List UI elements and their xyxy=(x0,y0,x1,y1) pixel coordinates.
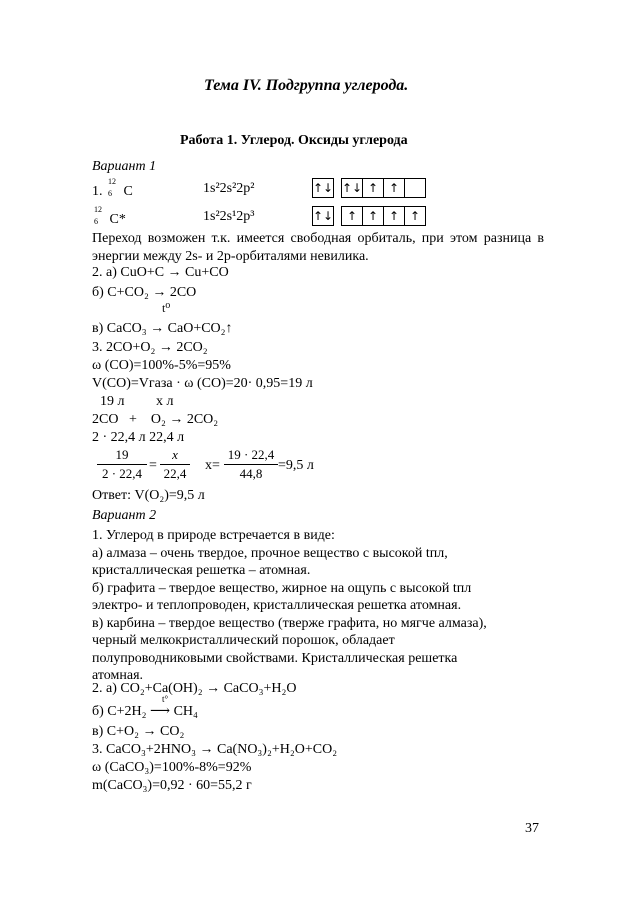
text-line: 1. Углерод в природе встречается в виде: xyxy=(92,528,335,543)
equation-2b: б) C+CO₂ → 2CO xyxy=(92,285,197,300)
equation-3: 3. 2CO+O₂ → 2CO₂ xyxy=(92,340,208,355)
element-symbol: C xyxy=(123,184,133,199)
section-subtitle: Работа 1. Углерод. Оксиды углерода xyxy=(180,133,408,148)
text-line: черный мелкокристаллический порошок, обладает xyxy=(92,633,395,648)
isotope-notation xyxy=(106,177,120,198)
orbital-cell: ↑ xyxy=(383,206,405,226)
text-line: полупроводниковыми свойствами. Кристаллическая решетка xyxy=(92,650,458,666)
fraction-2 xyxy=(160,448,190,482)
long-arrow-icon: ⟶ xyxy=(150,704,171,719)
mass-number: 12 xyxy=(108,177,116,186)
equals-sign: = xyxy=(149,458,157,473)
mass-number: 12 xyxy=(94,205,102,214)
isotope-notation xyxy=(92,205,106,226)
fraction-numerator: x xyxy=(172,447,178,462)
orbital-gap xyxy=(333,178,341,198)
text-line: электро- и теплопроводен, кристаллическая решетка атомная. xyxy=(92,598,462,613)
orbital-gap xyxy=(333,206,341,226)
equation-2a: 2. а) CuO+C → Cu+CO xyxy=(92,265,229,280)
orbital-diagram-1 xyxy=(312,178,425,198)
reaction-arrow xyxy=(150,694,171,719)
fraction-numerator: 19 xyxy=(115,447,129,462)
text-line: а) алмаза – очень твердое, прочное вещество с высокой tпл, xyxy=(92,545,448,561)
atomic-number: 6 xyxy=(94,217,98,226)
orbital-cell: ↑ xyxy=(362,206,384,226)
orbital-cell xyxy=(404,178,426,198)
equation-right: CH₄ xyxy=(173,704,198,719)
orbital-cell: ↑ xyxy=(362,178,384,198)
mass-caco3: m(CaCO₃)=0,92 · 60=55,2 г xyxy=(92,778,252,793)
electron-config-2: 1s²2s¹2p³ xyxy=(203,209,255,224)
fraction-denominator: 2 · 22,4 xyxy=(101,466,143,482)
fraction-bar xyxy=(97,464,147,465)
explanation-text: Переход возможен т.к. имеется свободная орбиталь, при этом разница в энергии между 2s- и 2p-орбиталями невилика. xyxy=(92,231,544,264)
reaction-row: 2CO + O₂ → 2CO₂ xyxy=(92,412,219,427)
config-line-1 xyxy=(92,177,133,199)
item-number: 1. xyxy=(92,184,103,199)
mass-fraction-caco3: ω (CaCO₃)=100%-8%=92% xyxy=(92,760,252,775)
equation-v2-2c: в) C+O₂ → CO₂ xyxy=(92,724,185,739)
equation-v2-3: 3. CaCO₃+2HNO₃ → Ca(NO₃)₂+H₂O+CO₂ xyxy=(92,742,338,757)
orbital-cell: ↑ xyxy=(341,206,363,226)
fraction-denominator: 22,4 xyxy=(163,466,187,482)
equation-v2-2a: 2. а) CO₂+Ca(OH)₂ → CaCO₃+H₂O xyxy=(92,681,297,696)
x-result: =9,5 л xyxy=(278,458,314,473)
reaction-condition: t⁰ xyxy=(162,301,171,315)
fraction-bar xyxy=(160,464,190,465)
orbital-cell: ↑ xyxy=(404,206,426,226)
element-symbol: C* xyxy=(109,212,126,227)
equation-v2-2b xyxy=(92,694,198,719)
atomic-number: 6 xyxy=(108,189,112,198)
page-number: 37 xyxy=(525,821,539,836)
orbital-diagram-2 xyxy=(312,206,425,226)
orbital-cell: ↑↓ xyxy=(312,206,334,226)
config-line-2 xyxy=(92,205,126,227)
answer-line: Ответ: V(O₂)=9,5 л xyxy=(92,488,205,503)
orbital-cell: ↑↓ xyxy=(341,178,363,198)
electron-config-1: 1s²2s²2p² xyxy=(203,181,255,196)
orbital-cell: ↑↓ xyxy=(312,178,334,198)
variant-1-heading: Вариант 1 xyxy=(92,159,157,174)
fraction-3 xyxy=(224,448,278,482)
text-line: кристаллическая решетка – атомная. xyxy=(92,563,311,578)
fraction-denominator: 44,8 xyxy=(239,466,263,482)
equation-2c: в) CaCO₃ → CaO+CO₂↑ xyxy=(92,321,233,336)
reaction-condition: t° xyxy=(162,694,169,704)
text-line: атомная. xyxy=(92,668,144,683)
text-line: б) графита – твердое вещество, жирное на ощупь с высокой tпл xyxy=(92,580,472,596)
page-title: Тема IV. Подгруппа углерода. xyxy=(204,77,409,94)
volume-co: V(CO)=Vгаза · ω (CO)=20· 0,95=19 л xyxy=(92,376,313,391)
equation-left: б) C+2H₂ xyxy=(92,704,147,719)
text-line: в) карбина – твердое вещество (тверже графита, но мягче алмаза), xyxy=(92,615,487,631)
fraction-numerator: 19 · 22,4 xyxy=(227,447,275,462)
orbital-cell: ↑ xyxy=(383,178,405,198)
volume-row: 19 л х л xyxy=(100,394,174,409)
variant-2-heading: Вариант 2 xyxy=(92,508,157,523)
fraction-1 xyxy=(97,448,147,482)
fraction-bar xyxy=(224,464,278,465)
molar-volume-row: 2 · 22,4 л 22,4 л xyxy=(92,430,185,445)
x-label: x= xyxy=(205,458,220,473)
mass-fraction-co: ω (CO)=100%-5%=95% xyxy=(92,358,231,373)
